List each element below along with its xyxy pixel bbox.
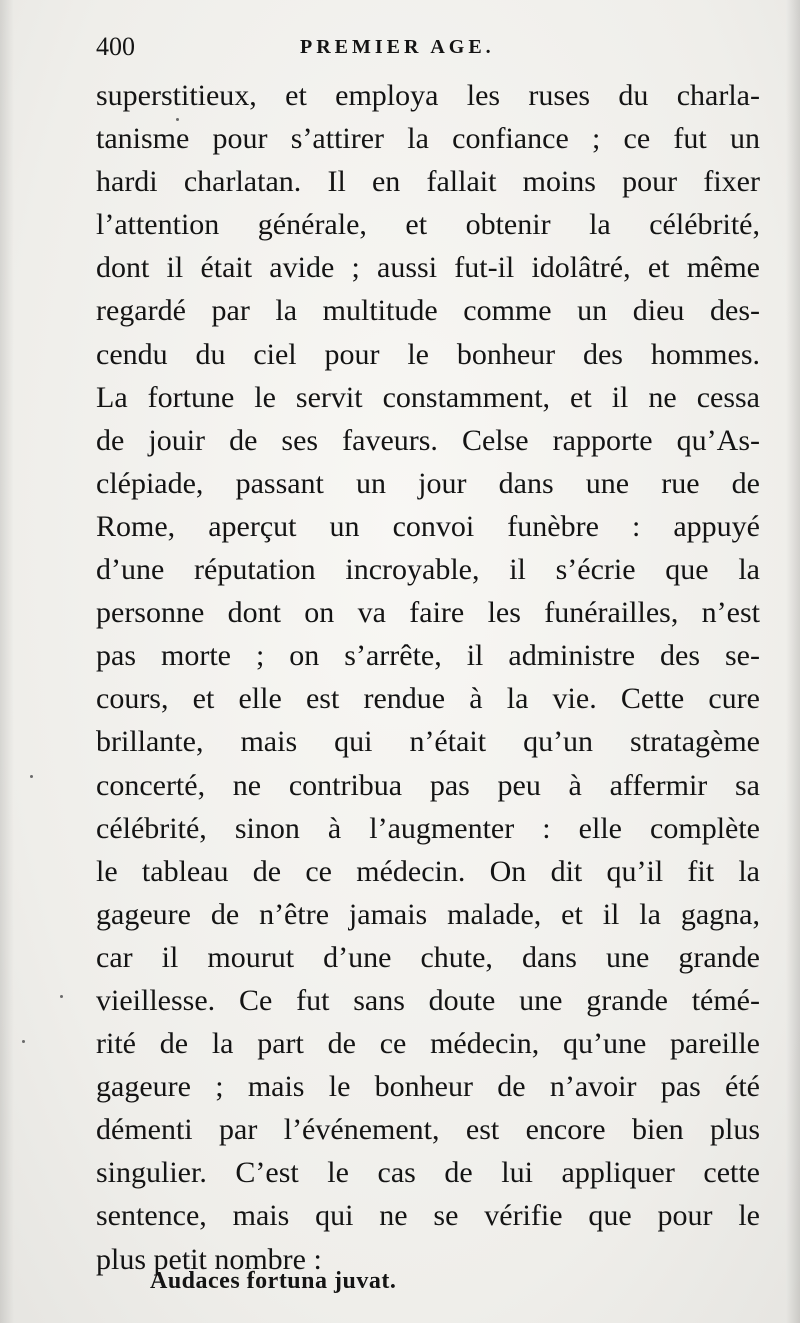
page-number: 400	[96, 32, 135, 61]
running-head: PREMIER AGE.	[300, 36, 495, 58]
text-line: démenti par l’événement, est encore bien plus	[96, 1113, 760, 1147]
text-line: brillante, mais qui n’était qu’un stratagème	[96, 725, 760, 759]
left-page-edge	[0, 0, 14, 1323]
text-line: cendu du ciel pour le bonheur des hommes.	[96, 337, 760, 371]
right-page-edge	[786, 0, 800, 1323]
text-line: hardi charlatan. Il en fallait moins pour fixer	[96, 165, 760, 199]
text-line: de jouir de ses faveurs. Celse rapporte qu’As-	[96, 423, 760, 457]
text-line: car il mourut d’une chute, dans une grande	[96, 940, 760, 974]
text-line: clépiade, passant un jour dans une rue de	[96, 466, 760, 500]
ink-speck	[22, 1040, 25, 1043]
page-header	[96, 28, 756, 68]
text-line: La fortune le servit constamment, et il ne cessa	[96, 380, 760, 414]
text-line: vieillesse. Ce fut sans doute une grande témé-	[96, 983, 760, 1017]
text-line: tanisme pour s’attirer la confiance ; ce fut un	[96, 122, 760, 156]
ink-speck	[176, 118, 179, 121]
latin-quote: Audaces fortuna juvat.	[150, 1268, 397, 1294]
text-line: pas morte ; on s’arrête, il administre des se-	[96, 639, 760, 673]
text-line: l’attention générale, et obtenir la célébrité,	[96, 208, 760, 242]
text-line: regardé par la multitude comme un dieu des-	[96, 294, 760, 328]
ink-speck	[60, 995, 63, 998]
text-line: superstitieux, et employa les ruses du charla-	[96, 79, 760, 112]
text-line: concerté, ne contribua pas peu à affermir sa	[96, 768, 760, 802]
text-line: gageure de n’être jamais malade, et il la gagna,	[96, 897, 760, 931]
text-line: d’une réputation incroyable, il s’écrie que la	[96, 553, 760, 587]
text-line: célébrité, sinon à l’augmenter : elle complète	[96, 811, 760, 845]
text-line: le tableau de ce médecin. On dit qu’il fit la	[96, 854, 760, 888]
text-line: dont il était avide ; aussi fut-il idolâtré, et même	[96, 251, 760, 285]
text-line: Rome, aperçut un convoi funèbre : appuyé	[96, 509, 760, 543]
text-line: rité de la part de ce médecin, qu’une pareille	[96, 1027, 760, 1061]
body-text	[96, 74, 760, 1281]
text-line: singulier. C’est le cas de lui appliquer cette	[96, 1156, 760, 1190]
text-line: plus petit nombre :	[96, 1242, 322, 1276]
text-line: gageure ; mais le bonheur de n’avoir pas été	[96, 1070, 760, 1104]
text-line: cours, et elle est rendue à la vie. Cette cure	[96, 682, 760, 716]
text-line: sentence, mais qui ne se vérifie que pour le	[96, 1199, 760, 1233]
ink-speck	[30, 775, 33, 778]
text-line: personne dont on va faire les funérailles, n’est	[96, 596, 760, 630]
